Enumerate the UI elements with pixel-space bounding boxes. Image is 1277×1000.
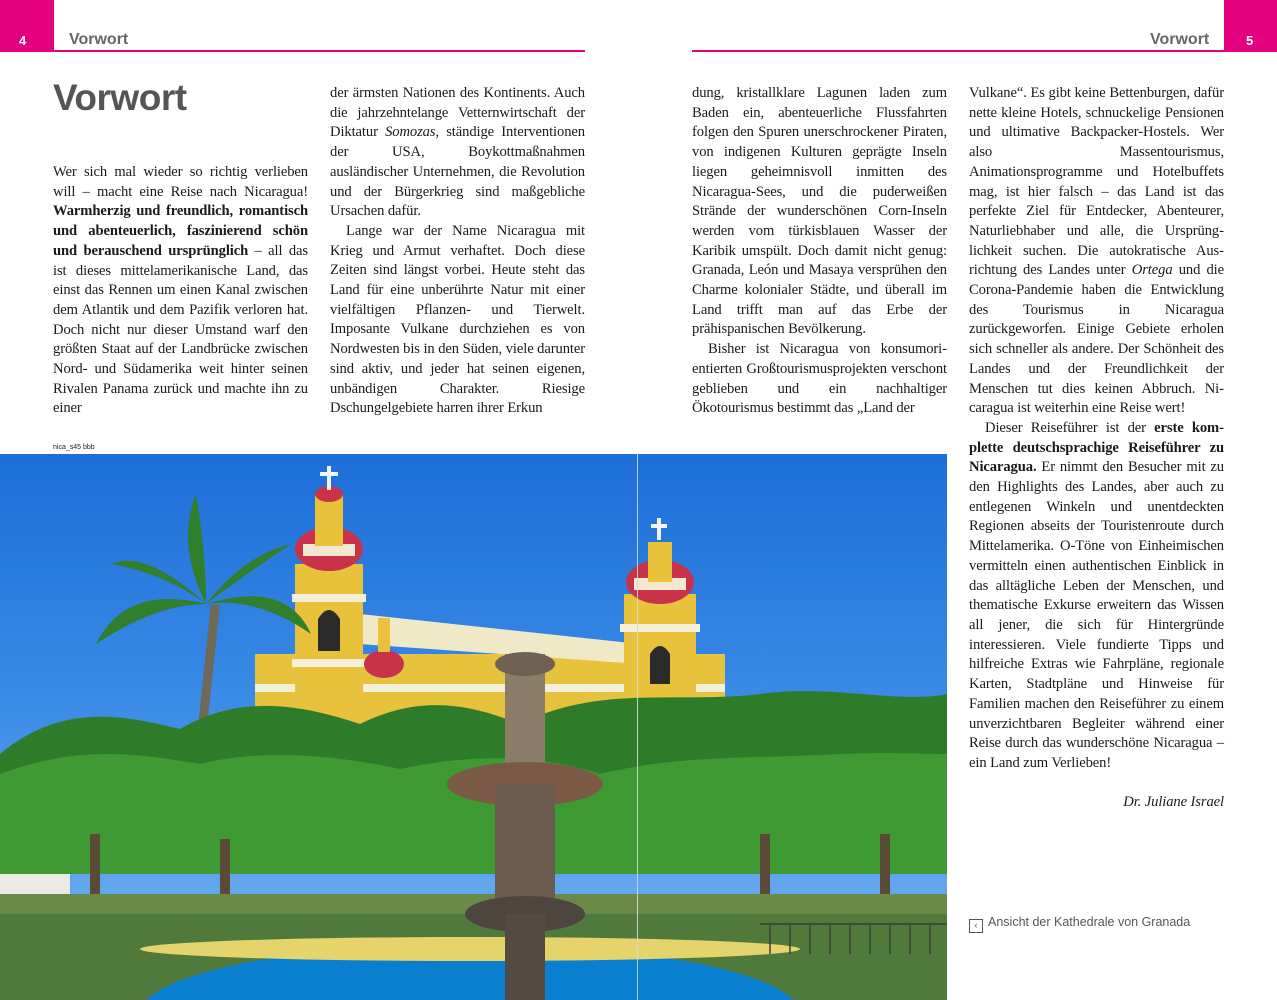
header-rule-right [692,50,1224,52]
paragraph [330,84,585,222]
paragraph: Lange war der Name Nicaragua mit Krieg und Armut verhaftet. Doch diese Zeiten sind längst vorbei. Heute steht das Land für eine unberührte Natur mit einer vielfältigen Pflanzen- und Tierwelt. Imposante Vulkane durchziehen es von Nordwesten bis in den Süden, viele darunter sind aktiv, und jeder hat seinen eigenen, unbändigen Charakter. Riesige Dschungelgebiete harren ihrer Erkun [330,222,585,417]
gutter-line [637,454,638,1000]
page-number-left: 4 [0,0,54,52]
header-rule-left [53,50,585,52]
text-run: Er nimmt den Besucher mit zu den Highlights des Landes, aber auch zu entlegenen Winkeln und unentdeckten Regionen abseits der Touristenroute durch Mittelamerika. O-Töne von Einheimischen vermitteln einen authentischen Einblick in das alltägliche Leben der Menschen, und thematische Exkurse erweitern das Wissen all jener, die sich für Hintergründe interessieren. Viele fundierte Tipps und hilfreiche Extras wie Fahrpläne, regionale Karten, Stadtpläne und Hinweise für Familien machen den Reiseführer zu einem unverzichtbaren Begleiter während einer Reise durch das wunderschöne Nicaragua – ein Land zum Verlieben! [969,459,1224,771]
bold-text: Warmherzig und freundlich, romantisch und abenteuerlich, faszinierend schön und berauschend ursprünglich [53,203,308,259]
author-signature: Dr. Juliane Israel [1123,794,1224,811]
page-number-right: 5 [1224,0,1277,52]
text-run: Wer sich mal wieder so richtig verlieben will – macht eine Reise nach Nicaragua! [53,164,308,200]
text-run: Dieser Reiseführer ist der [985,419,1155,436]
paragraph [969,419,1224,774]
caption-text: Ansicht der Kathedrale von Granada [988,915,1191,929]
running-head-left: Vorwort [69,31,129,48]
text-run: – all das ist dieses mittelamerikanische Land, das einst das Rennen um einen Kanal zwischen dem Atlantik und dem Pazifik verloren hat. Doch nicht nur dieser Umstand warf den größten Staat auf der Landbrücke zwischen Nord- und Südamerika weit hinter seinen Rivalen Panama zurück und machte ihn zu einer [53,242,308,417]
text-column-2 [330,84,585,419]
italic-text: Somozas [385,124,436,141]
text-run: der ärmsten Nationen des Kontinents. Auch die jahrzehntelange Vetternwirtschaft der Diktatur [330,85,585,141]
left-arrow-icon: ‹ [969,919,983,933]
italic-text: Ortega [1131,262,1173,279]
photo-caption [969,912,1190,933]
paragraph [969,84,1224,419]
cathedral-illustration [0,454,947,1000]
cathedral-photo [0,454,947,1000]
page-title: Vorwort [53,77,187,118]
text-column-3 [692,84,947,419]
text-run: , ständige Interventionen der USA, Boykottmaßnahmen ausländischer Unternehmen, die Revolution und der Bürgerkrieg sind maßgebliche Ursachen dafür. [330,124,585,220]
text-run: und die Corona-Pandemie haben die Entwicklung des Tourismus in Nicaragua zurückgeworfen. Einige Gebiete erholen sich schneller als andere. Der Schönheit des Landes und der Freundlichkeit der Menschen tut dies keinen Abbruch. Nicaragua ist weiterhin eine Reise wert! [969,262,1225,417]
running-head-right: Vorwort [1150,31,1210,48]
photo-code: nica_s45 bbb [53,444,95,451]
paragraph-intro [53,163,308,419]
bold-text: erste komplette deutschsprachige Reiseführer zu Nicaragua. [969,419,1224,476]
text-column-4 [969,84,1224,813]
text-run: Vulkane“. Es gibt keine Bettenburgen, dafür nette kleine Hotels, schnuckelige Pensionen und ultimative Backpacker-Hostels. Wer also Massentourismus, Animationsprogramme und Hotelbuffets mag, ist hier falsch – das Land ist das perfekte Ziel für Entdecker, Abenteurer, Naturliebhaber und alle, die Ursprünglichkeit suchen. Die autokratische Ausrichtung des Landes unter [969,85,1224,279]
paragraph: dung, kristallklare Lagunen laden zum Baden ein, abenteuerliche Flussfahrten folgen den Spuren unerschrockener Piraten, von indigenen Kulturen geprägte Inseln liegen geheimnisvoll inmitten des Nicaragua-Sees, und die puderweißen Strände der wunderschönen Corn-Inseln werden vom türkisblauen Wasser der Karibik umspült. Doch damit nicht genug: Granada, León und Masaya versprühen den Charme kolonialer Städte, und überall im Land trifft man auf das Erbe der prähispanischen Bevölkerung. [692,85,947,338]
paragraph: Bisher ist Nicaragua von konsumorientierten Großtourismusprojekten verschont geblieben und ein nachhaltiger Ökotourismus bestimmt das „Land der [692,341,947,417]
text-column-1 [53,163,308,419]
